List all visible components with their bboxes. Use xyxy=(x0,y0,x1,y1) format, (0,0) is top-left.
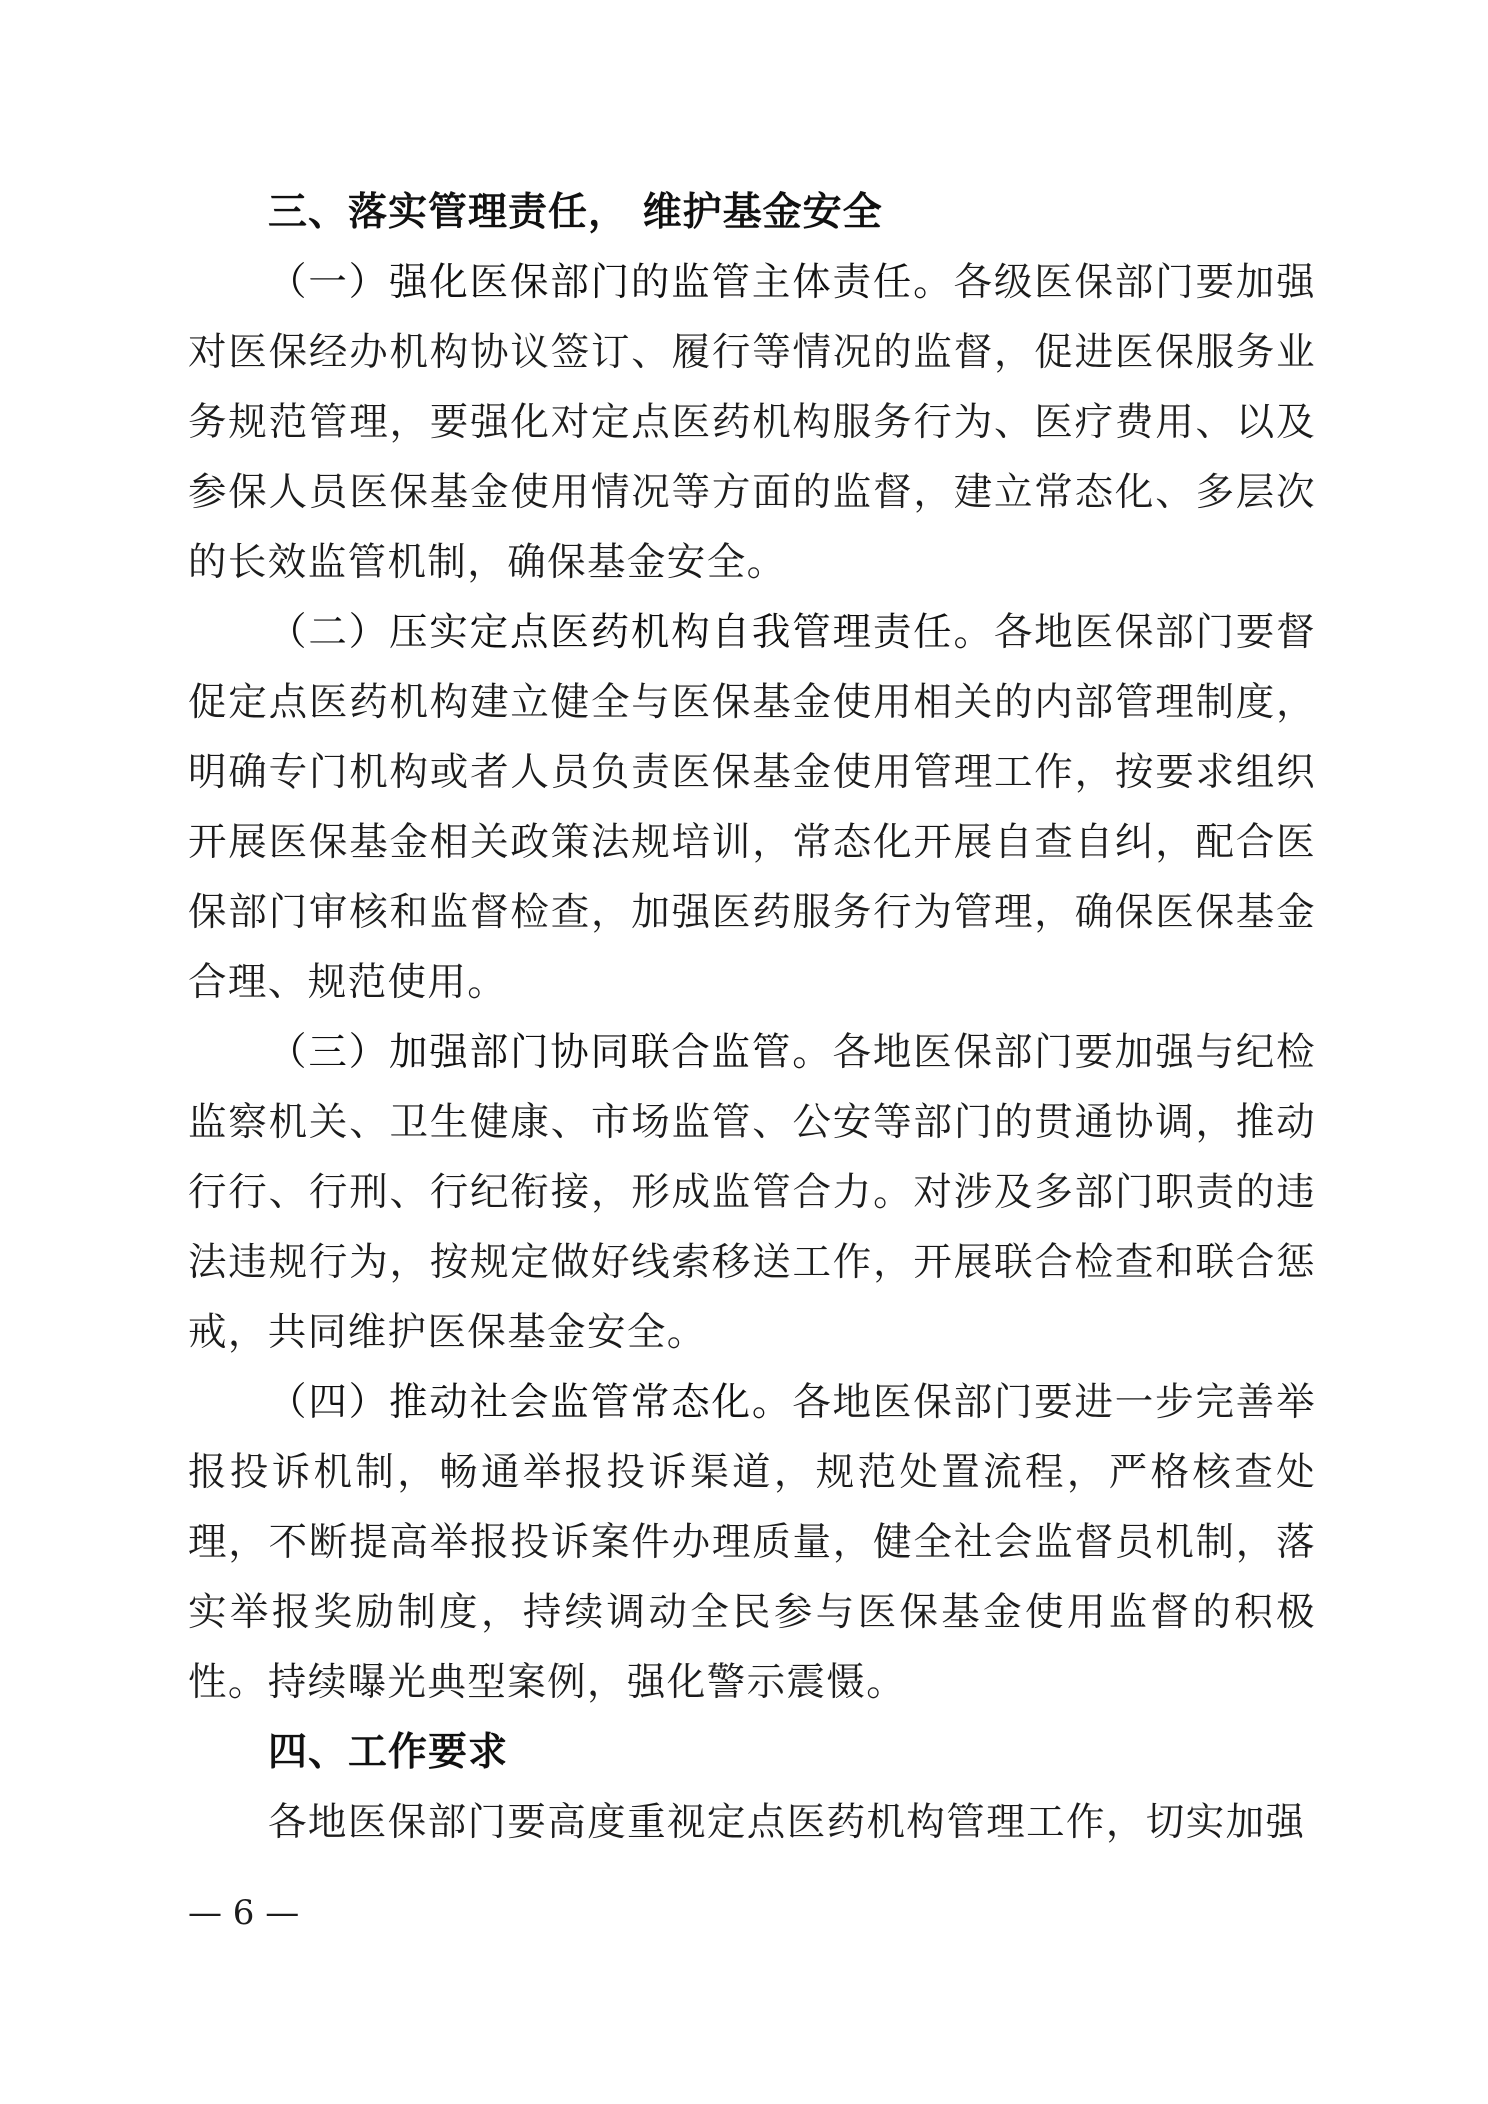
paragraph-4-1: 各地医保部门要高度重视定点医药机构管理工作，切实加强 xyxy=(268,1800,1306,1845)
paragraph-3-2-lead: （二）压实定点医药机构自我管理责任。 xyxy=(268,610,994,655)
section-4-heading: 四、工作要求 xyxy=(268,1730,509,1775)
paragraph-3-3 xyxy=(188,1018,1316,1368)
paragraph-3-2 xyxy=(188,598,1316,1018)
paragraph-3-4-body: 各地医保部门要进一步完善举报投诉机制，畅通举报投诉渠道，规范处置流程，严格核查处理，不断提高举报投诉案件办理质量，健全社会监督员机制，落实举报奖励制度，持续调动全民参与医保基金使用监督的积极性。持续曝光典型案例，强化警示震慑。 xyxy=(188,1380,1317,1705)
paragraph-3-4-lead: （四）推动社会监管常态化。 xyxy=(268,1380,793,1425)
paragraph-3-1-body: 各级医保部门要加强对医保经办机构协议签订、履行等情况的监督，促进医保服务业务规范管理，要强化对定点医药机构服务行为、医疗费用、以及参保人员医保基金使用情况等方面的监督，建立常态化、多层次的长效监管机制，确保基金安全。 xyxy=(188,260,1316,585)
paragraph-3-3-body: 各地医保部门要加强与纪检监察机关、卫生健康、市场监管、公安等部门的贯通协调，推动行行、行刑、行纪衔接，形成监管合力。对涉及多部门职责的违法违规行为，按规定做好线索移送工作，开展联合检查和联合惩戒，共同维护医保基金安全。 xyxy=(188,1030,1316,1355)
section-3-heading: 三、落实管理责任， 维护基金安全 xyxy=(268,190,883,235)
page-number: — 6 — xyxy=(188,1893,300,1933)
paragraph-3-1 xyxy=(188,248,1316,598)
paragraph-3-3-lead: （三）加强部门协同联合监管。 xyxy=(268,1030,833,1075)
paragraph-3-4 xyxy=(188,1368,1316,1718)
page-content xyxy=(188,178,1316,1858)
paragraph-3-2-body: 各地医保部门要督促定点医药机构建立健全与医保基金使用相关的内部管理制度，明确专门机构或者人员负责医保基金使用管理工作，按要求组织开展医保基金相关政策法规培训，常态化开展自查自纠，配合医保部门审核和监督检查，加强医药服务行为管理，确保医保基金合理、规范使用。 xyxy=(188,610,1317,1005)
paragraph-3-1-lead: （一）强化医保部门的监管主体责任。 xyxy=(268,260,954,305)
